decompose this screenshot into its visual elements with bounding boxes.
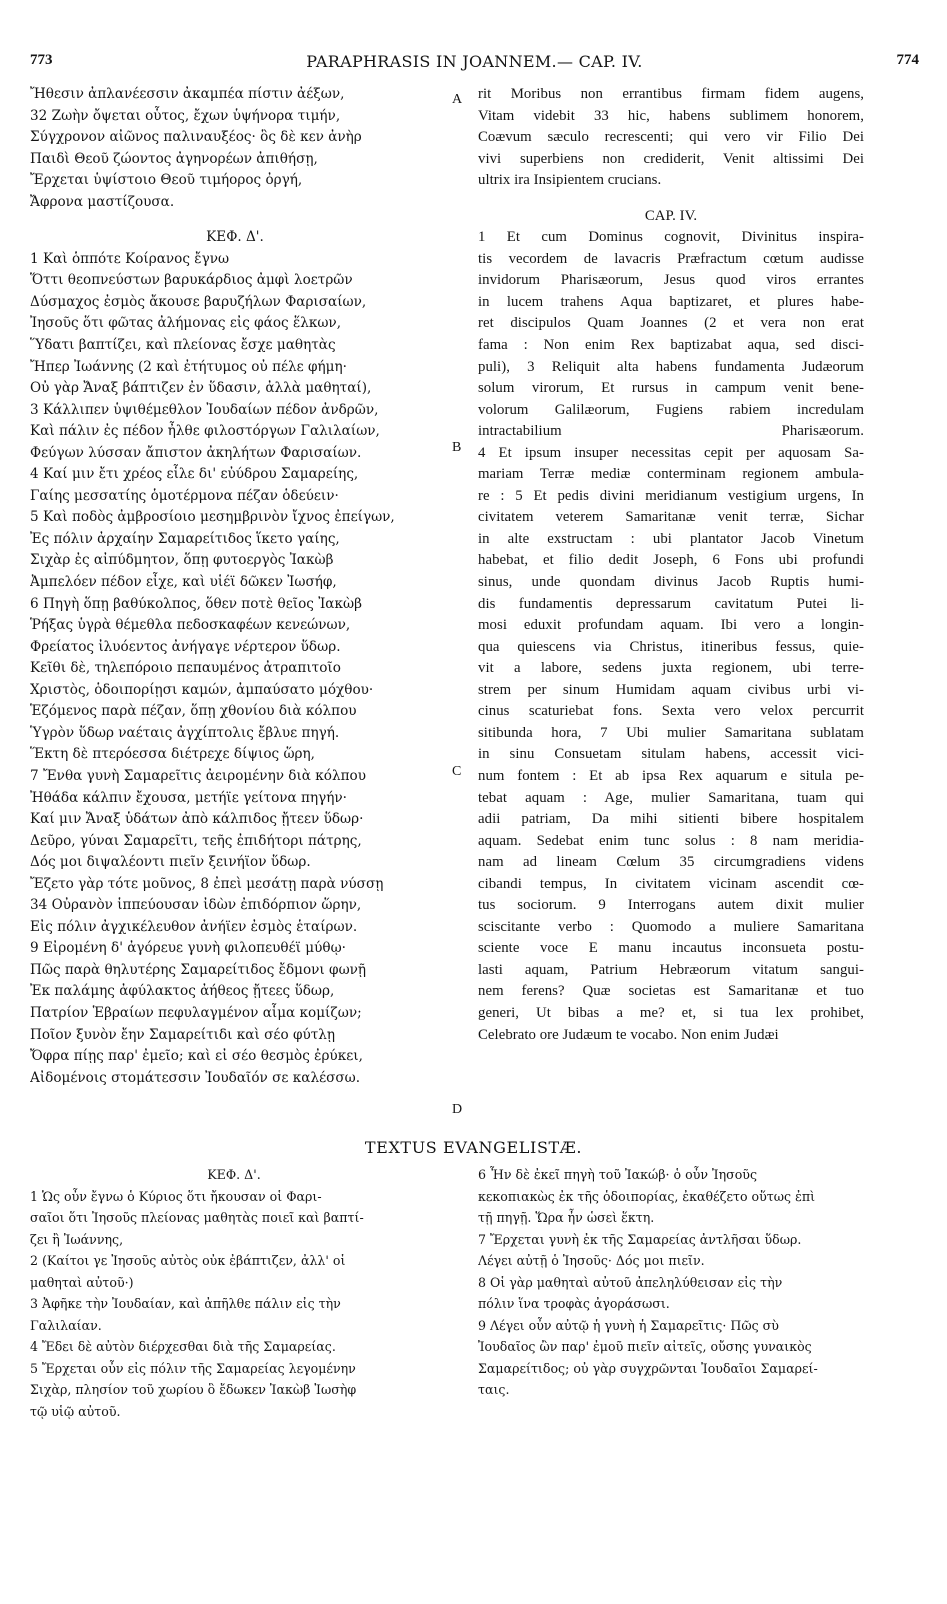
greek-verse-line: Ἀμπελόεν πέδον εἶχε, καὶ υἱέϊ δῶκεν Ἰωσήφ, <box>30 574 337 591</box>
greek-verse-line: 4 Καί μιν ἔτι χρέος εἷλε δι' εὐύδρου Σαμαρείης, <box>30 466 359 483</box>
latin-line: Celebrato ore Judæum te vocabo. Non enim Judæi <box>478 1026 779 1043</box>
latin-chapter-heading: CAP. IV. <box>644 207 698 224</box>
textus-line: 8 Οἱ γὰρ μαθηταὶ αὐτοῦ ἀπεληλύθεισαν εἰς τὴν <box>478 1274 783 1290</box>
greek-verse-line: Ἐς πόλιν ἀρχαίην Σαμαρείτιδος ἵκετο γαίης, <box>30 530 340 547</box>
greek-verse-line: Σιχὰρ ἐς αἰπύδμητον, ὅπῃ φυτοεργὸς Ἰακὼβ <box>30 552 334 569</box>
latin-line: sitibunda hora, 7 Ubi mulier Samaritana sublatam <box>478 724 864 741</box>
spacer <box>30 215 440 229</box>
greek-verse-line: 34 Οὐρανὸν ἱππεύουσαν ἰδὼν ἐπιδόρπιον ὥρην, <box>30 897 362 914</box>
latin-line: tus sociorum. 9 Interrogans autem dixit mulier <box>478 897 864 914</box>
greek-verse-line: Οὐ γὰρ Ἄναξ βάπτιζεν ἐν ὕδασιν, ἀλλὰ μαθηταί), <box>30 380 372 397</box>
greek-verse-line: Ἰησοῦς ὅτι φῶτας ἀλήμονας εἰς φάος ἕλκων, <box>30 315 342 332</box>
textus-line: 9 Λέγει οὖν αὐτῷ ἡ γυνὴ ἡ Σαμαρεῖτις· Πῶς σὺ <box>478 1317 779 1333</box>
latin-line: sciente voce E manu incautus inconsueta postu- <box>478 940 864 957</box>
greek-verse-line: Αἰδομένοις στομάτεσσιν Ἰουδαῖόν σε καλέσσω. <box>30 1069 361 1086</box>
textus-line: 6 Ἦν δὲ ἐκεῖ πηγὴ τοῦ Ἰακώβ· ὁ οὖν Ἰησοῦς <box>478 1167 758 1182</box>
greek-paraphrase-column <box>30 86 440 1091</box>
latin-line: in sinu Consuetam situlam habens, accessit vici- <box>478 746 864 763</box>
latin-line: cibandi tempus, In civitatem vicinam ascendit cœ- <box>478 875 864 892</box>
greek-verse-line: Ἕκτη δὲ πτερόεσσα διέτρεχε δίψιος ὥρη, <box>30 746 315 763</box>
latin-line: invidorum Pharisæorum, Jesus quod viros errantes <box>478 272 864 289</box>
textus-line: τῷ υἱῷ αὐτοῦ. <box>30 1403 121 1419</box>
textus-line: κεκοπιακὼς ἐκ τῆς ὁδοιπορίας, ἐκαθέζετο οὕτως ἐπὶ <box>478 1188 816 1204</box>
greek-verse-line: Δός μοι διψαλέοντι πιεῖν ξεινήϊον ὕδωρ. <box>30 854 311 871</box>
latin-line: 4 Et ipsum insuper necessitas cepit per aquosam Sa- <box>478 444 864 461</box>
textus-line: 4 Ἔδει δὲ αὐτὸν διέρχεσθαι διὰ τῆς Σαμαρείας. <box>30 1339 336 1354</box>
textus-line: Ἰουδαῖος ὢν παρ' ἐμοῦ πιεῖν αἰτεῖς, οὔσης γυναικὸς <box>478 1339 812 1354</box>
latin-line: 1 Et cum Dominus cognovit, Divinitus inspira- <box>478 229 864 246</box>
latin-line: dis fundamentis depressarum cavitatum Putei li- <box>478 595 864 612</box>
margin-letter-c: C <box>452 764 462 779</box>
latin-line: puli), 3 Reliquit alta habens fundamenta Judæorum <box>478 358 864 375</box>
greek-verse-line: Φρείατος ἰλυόεντος ἀνήγαγε νέρτερον ὕδωρ. <box>30 638 341 655</box>
latin-line: tis vecordem de lavacris Præfractum cœtum audisse <box>478 250 864 267</box>
running-header <box>30 52 919 78</box>
greek-verse-line: Ὄφρα πίῃς παρ' ἐμεῖο; καὶ εἰ σέο θεσμὸς ἐρύκει, <box>30 1048 363 1065</box>
page-number-right: 774 <box>896 52 919 68</box>
page-number-left: 773 <box>30 52 53 68</box>
latin-line: vit a labore, sedens juxta regionem, ubi terre- <box>478 660 864 677</box>
greek-verse-line: 3 Κάλλιπεν ὑψιθέμεθλον Ἰουδαίων πέδον ἀνδρῶν, <box>30 401 379 418</box>
greek-verse-line: Καί μιν Ἄναξ ὑδάτων ἀπὸ κάλπιδος ᾔτεεν ὕδωρ· <box>30 811 364 828</box>
greek-verse-line: Ἔζετο γὰρ τότε μοῦνος, 8 ἐπεὶ μεσάτῃ παρὰ νύσσῃ <box>30 875 384 892</box>
latin-line: Coævum sæculo recrescenti; qui vero vir Filio Dei <box>478 129 864 146</box>
latin-line: Vitam videbit 33 hic, habens sublimem honorem, <box>478 107 864 124</box>
latin-line: adii patriam, Da mihi sitienti bibere hospitalem <box>478 811 864 828</box>
textus-line: τῇ πηγῇ. Ὥρα ἦν ὡσεὶ ἕκτη. <box>478 1210 655 1225</box>
textus-right-column <box>478 1164 866 1401</box>
latin-line: habebat, et filio dedit Joseph, 6 Fons ubi profundi <box>478 552 864 569</box>
greek-verse-line: Ἔρχεται ὑψίστοιο Θεοῦ τιμήορος ὀργή, <box>30 172 303 189</box>
latin-line: re : 5 Et pedis divini meridianum vestigium urgens, In <box>478 487 864 504</box>
greek-verse-line: 1 Καὶ ὁππότε Κοίρανος ἔγνω <box>30 250 230 267</box>
greek-verse-line: Δύσμαχος ἐσμὸς ἄκουσε βαρυζήλων Φαρισαίων, <box>30 293 367 310</box>
textus-line: 1 Ὡς οὖν ἔγνω ὁ Κύριος ὅτι ἤκουσαν οἱ Φαρι- <box>30 1188 322 1204</box>
textus-line: 3 Ἀφῆκε τὴν Ἰουδαίαν, καὶ ἀπῆλθε πάλιν εἰς τὴν <box>30 1296 341 1311</box>
running-title: PARAPHRASIS IN JOANNEM.— CAP. IV. <box>306 52 643 71</box>
textus-chapter-heading: ΚΕΦ. Δ'. <box>207 1167 261 1182</box>
latin-line: cinus scaturiebat fons. Sexta vero velox percurrit <box>478 703 864 720</box>
latin-line: num fontem : Et ab ipsa Rex aquarum e situla pe- <box>478 767 864 784</box>
section-title: TEXTUS EVANGELISTÆ. <box>364 1138 583 1157</box>
latin-line: generi, Ut bibas a me? et, si tua lex prohibet, <box>478 1004 864 1021</box>
greek-chapter-heading: ΚΕΦ. Δ'. <box>206 229 264 246</box>
latin-line: volorum Galilæorum, Fugiens rabiem incredulam <box>478 401 864 418</box>
greek-verse-line: Ἐκ παλάμης ἀφύλακτος ἀήθεος ᾔτεες ὕδωρ, <box>30 983 335 1000</box>
latin-line: sciscitante verbo : Quomodo a muliere Samaritana <box>478 918 864 935</box>
greek-verse-line: Ἠθάδα κάλπιν ἔχουσα, μετήϊε γείτονα πηγήν· <box>30 789 347 806</box>
greek-verse-line: Ὕδατι βαπτίζει, καὶ πλείονας ἔσχε μαθητὰς <box>30 337 336 354</box>
latin-line: vivi superbiens non crediderit, Venit altissimi Dei <box>478 150 864 167</box>
margin-letter-b: B <box>452 440 462 455</box>
latin-translation-column <box>478 86 864 1048</box>
textus-line: μαθηταὶ αὐτοῦ·) <box>30 1274 134 1290</box>
greek-verse-line: Σύγχρονον αἰῶνος παλιναυξέος· ὃς δὲ κεν ἀνὴρ <box>30 129 362 146</box>
greek-verse-line: 6 Πηγὴ ὅπῃ βαθύκολπος, ὅθεν ποτὲ θεῖος Ἰακὼβ <box>30 595 362 612</box>
greek-verse-line: Εἰς πόλιν ἀγχικέλευθον ἀνήϊεν ἐσμὸς ἑταίρων. <box>30 918 358 935</box>
latin-line: qua quiescens via Christus, itineribus fessus, quie- <box>478 638 864 655</box>
greek-verse-line: Καὶ πάλιν ἐς πέδον ἦλθε φιλοστόργων Γαλιλαίων, <box>30 423 380 440</box>
greek-verse-line: Ὅττι θεοπνεύστων βαρυκάρδιος ἀμφὶ λοετρῶν <box>30 272 353 289</box>
greek-verse-line: Ὑγρὸν ὕδωρ ναέταις ἀγχίπτολις ἔβλυε πηγή. <box>30 724 340 741</box>
latin-line: sinus, unde quondam divinus Jacob Ruptis humi- <box>478 574 864 591</box>
greek-verse-line: Πατρίον Ἑβραίων πεφυλαγμένον αἷμα κομίζων; <box>30 1004 362 1021</box>
textus-line: Γαλιλαίαν. <box>30 1317 102 1333</box>
textus-line: ταις. <box>478 1382 510 1397</box>
greek-verse-line: Ἤπερ Ἰωάννης (2 καὶ ἐτήτυμος οὐ πέλε φήμη· <box>30 358 347 375</box>
margin-letter-a: A <box>452 92 463 107</box>
greek-verse-line: Παιδὶ Θεοῦ ζώοντος ἀγηνορέων ἀπιθήσῃ, <box>30 150 318 167</box>
textus-line: 2 (Καίτοι γε Ἰησοῦς αὐτὸς οὐκ ἐβάπτιζεν, ἀλλ' οἱ <box>30 1253 346 1268</box>
greek-verse-line: 7 Ἔνθα γυνὴ Σαμαρεῖτις ἀειρομένην διὰ κόλπου <box>30 767 366 784</box>
greek-verse-line: 5 Καὶ ποδὸς ἀμβροσίοιο μεσημβρινὸν ἴχνος ἐπείγων, <box>30 509 395 526</box>
latin-line: mariam Terræ mediæ conterminam regionem ambula- <box>478 466 864 483</box>
greek-verse-line: Ἤθεσιν ἀπλανέεσσιν ἀκαμπέα πίστιν ἀέξων, <box>30 86 345 102</box>
greek-verse-line: Δεῦρο, γύναι Σαμαρεῖτι, τεῆς ἐπιδήτορι πάτρης, <box>30 832 362 849</box>
margin-letter-d: D <box>452 1102 463 1117</box>
greek-verse-line: Χριστὸς, ὁδοιπορίῃσι καμών, ἀμπαύσατο μόχθου· <box>30 681 374 698</box>
latin-line: nam ad lineam Cœlum 35 circumgradiens videns <box>478 854 864 871</box>
latin-line: solum virorum, Et rursus in campum venit bene- <box>478 380 864 397</box>
textus-left-column <box>30 1164 438 1422</box>
textus-line: Σαμαρείτιδος; οὐ γὰρ συγχρῶνται Ἰουδαῖοι Σαμαρεί- <box>478 1360 818 1376</box>
textus-line: ζει ἢ Ἰωάννης, <box>30 1231 124 1247</box>
latin-line: ultrix ira Insipientem crucians. <box>478 172 662 189</box>
greek-verse-line: Ποῖον ξυνὸν ἔην Σαμαρείτιδι καὶ σέο φύτλῃ <box>30 1026 336 1043</box>
textus-line: 5 Ἔρχεται οὖν εἰς πόλιν τῆς Σαμαρείας λεγομένην <box>30 1360 356 1376</box>
greek-verse-line: Ἄφρονα μαστίζουσα. <box>30 193 175 210</box>
latin-line: strem per sinum Humidam aquam civibus urbi vi- <box>478 681 864 698</box>
latin-line: ret discipulos Quam Joannes (2 et vera non erat <box>478 315 864 332</box>
latin-line: in lucem trahens Aqua baptizaret, et plures habe- <box>478 293 864 310</box>
greek-verse-line: Φεύγων λύσσαν ἄπιστον ἀκηλήτων Φαρισαίων. <box>30 444 362 461</box>
greek-verse-line: Γαίης μεσσατίης ὁμοτέρμονα πέζαν ὁδεύειν· <box>30 487 339 504</box>
latin-line: in alte exstructam : ubi plantator Jacob Vinetum <box>478 530 864 547</box>
latin-line: intractabilium Pharisæorum. <box>478 423 864 440</box>
greek-verse-line: Πῶς παρὰ θηλυτέρης Σαμαρείτιδος ἔδμονι φωνῇ <box>30 961 367 978</box>
greek-verse-line: 32 Ζωὴν ὄψεται οὗτος, ἔχων ὑψήνορα τιμήν, <box>30 107 341 124</box>
latin-line: nem ferens? Quæ societas est Samaritanæ et tuo <box>478 983 864 1000</box>
latin-line: fama : Non enim Rex baptizabat aqua, sed disci- <box>478 337 864 354</box>
greek-verse-line: 9 Εἰρομένη δ' ἀγόρευε γυνὴ φιλοπευθέϊ μύθῳ· <box>30 940 346 957</box>
textus-line: 7 Ἔρχεται γυνὴ ἐκ τῆς Σαμαρείας ἀντλῆσαι ὕδωρ. <box>478 1231 802 1247</box>
latin-line: lasti aquam, Patrium Hebræorum vitatum sangui- <box>478 961 864 978</box>
textus-line: σαῖοι ὅτι Ἰησοῦς πλείονας μαθητὰς ποιεῖ καὶ βαπτί- <box>30 1210 364 1225</box>
latin-line: rit Moribus non errantibus firmam fidem augens, <box>478 86 864 102</box>
textus-line: Σιχὰρ, πλησίον τοῦ χωρίου ὃ ἔδωκεν Ἰακὼβ Ἰωσὴφ <box>30 1382 357 1397</box>
greek-verse-line: Ῥήξας ὑγρὰ θέμεθλα πεδοσκαφέων κενεώνων, <box>30 617 351 634</box>
latin-line: civitatem veterem Samaritanæ venit terræ, Sichar <box>478 509 864 526</box>
greek-verse-line: Ἑζόμενος παρὰ πέζαν, ὅπῃ χθονίου διὰ κόλπου <box>30 703 357 720</box>
textus-line: Λέγει αὐτῇ ὁ Ἰησοῦς· Δός μοι πιεῖν. <box>478 1253 705 1268</box>
greek-verse-line: Κεῖθι δὲ, τηλεπόροιο πεπαυμένος ἀτραπιτοῖο <box>30 660 341 677</box>
textus-line: πόλιν ἵνα τροφὰς ἀγοράσωσι. <box>478 1296 670 1311</box>
latin-line: mosi eduxit profundam aquam. Ibi vero a longin- <box>478 617 864 634</box>
latin-line: aquam. Sedebat enim tunc solus : 8 nam meridia- <box>478 832 864 849</box>
spacer <box>478 194 864 208</box>
latin-line: tebat aquam : Age, mulier Samaritana, tuam qui <box>478 789 864 806</box>
